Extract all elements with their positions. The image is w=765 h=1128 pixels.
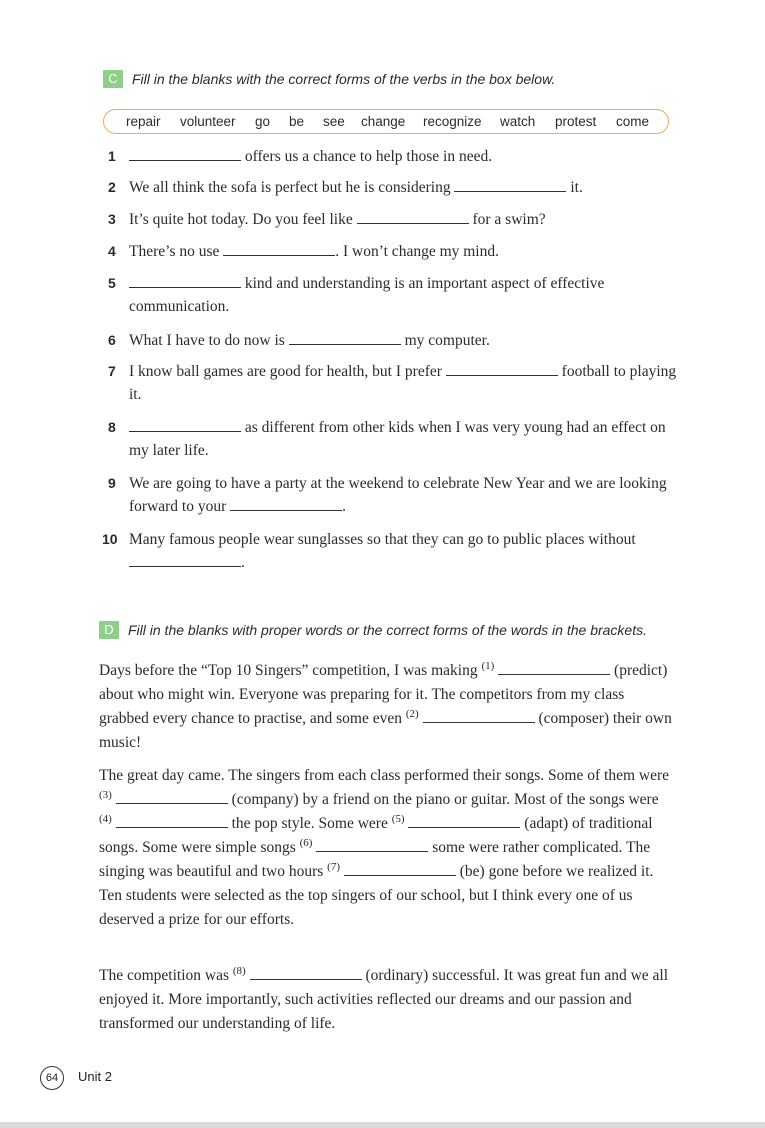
answer-blank[interactable] [316, 837, 428, 852]
exercise-item [108, 416, 678, 462]
answer-blank[interactable] [446, 361, 558, 376]
passage-paragraph-2 [99, 764, 675, 932]
item-text: What I have to do now is [129, 332, 289, 349]
item-number: 8 [108, 419, 116, 435]
item-text: We are going to have a party at the weekend to celebrate New Year and we are looking forward to your [129, 475, 667, 515]
answer-blank[interactable] [289, 330, 401, 345]
item-number: 6 [108, 332, 116, 348]
item-text: as different from other kids when I was very young had an effect on my later life. [129, 419, 666, 459]
page-number-badge: 64 [40, 1066, 64, 1090]
passage-paragraph-1 [99, 659, 675, 755]
item-text: kind and understanding is an important aspect of effective communication. [129, 275, 605, 315]
exercise-item [108, 176, 678, 199]
item-text: . [342, 498, 347, 515]
blank-number: (7) [327, 860, 340, 873]
passage-paragraph-3 [99, 964, 675, 1036]
answer-blank[interactable] [230, 496, 342, 511]
answer-blank[interactable] [129, 417, 241, 432]
word-box-word: repair [126, 114, 161, 129]
item-text: . I won’t change my mind. [335, 243, 499, 260]
answer-blank[interactable] [344, 861, 456, 876]
answer-blank[interactable] [423, 708, 535, 723]
section-c-letter-badge: C [103, 70, 123, 88]
word-box-word: see [323, 114, 345, 129]
item-number: 7 [108, 363, 116, 379]
answer-blank[interactable] [408, 813, 520, 828]
item-text: football to playing it. [129, 363, 677, 403]
section-d-instruction: Fill in the blanks with proper words or the correct forms of the words in the brackets. [128, 622, 647, 638]
word-box-word: protest [555, 114, 597, 129]
section-d-letter-badge: D [99, 621, 119, 639]
exercise-item [108, 329, 678, 352]
passage-text: (ordinary) successful. It was great fun and we all enjoyed it. More importantly, such activities reflected our dreams and our passion and transformed our understanding of life. [99, 967, 669, 1032]
answer-blank[interactable] [454, 177, 566, 192]
blank-number: (6) [299, 836, 313, 849]
word-box-word: go [255, 114, 271, 129]
page-bottom-edge [0, 1122, 765, 1128]
section-d-heading [99, 621, 647, 639]
unit-label: Unit 2 [78, 1069, 112, 1084]
item-text: . [241, 554, 245, 571]
exercise-item [108, 145, 678, 168]
word-box-word: recognize [423, 114, 482, 129]
passage-text: (be) gone before we realized it. Ten students were selected as the top singers of our school, but I think every one of us deserved a prize for our efforts. [99, 863, 654, 928]
passage-text: The competition was [99, 967, 233, 984]
item-text: I know ball games are good for health, but I prefer [129, 363, 446, 380]
word-box-word: change [361, 114, 406, 129]
item-text: It’s quite hot today. Do you feel like [129, 211, 357, 228]
word-box-word: volunteer [180, 114, 236, 129]
item-text: it. [566, 179, 583, 196]
item-number: 3 [108, 211, 116, 227]
exercise-item [102, 528, 678, 574]
answer-blank[interactable] [357, 209, 469, 224]
answer-blank[interactable] [129, 146, 241, 161]
item-number: 2 [108, 179, 116, 195]
word-box-word: be [289, 114, 305, 129]
passage-text: The great day came. The singers from each class performed their songs. Some of them were [99, 767, 669, 784]
exercise-item [108, 240, 678, 263]
answer-blank[interactable] [223, 241, 335, 256]
exercise-item [108, 472, 678, 518]
passage-text: the pop style. Some were [227, 815, 392, 832]
item-text: for a swim? [468, 211, 546, 228]
item-text: my computer. [400, 332, 490, 349]
exercise-item [108, 272, 678, 318]
section-c-heading [103, 70, 555, 88]
blank-number: (8) [232, 964, 246, 977]
passage-text: (company) by a friend on the piano or guitar. Most of the songs were [227, 791, 659, 808]
item-number: 1 [108, 148, 116, 164]
blank-number: (1) [481, 659, 495, 672]
answer-blank[interactable] [116, 789, 228, 804]
item-number: 5 [108, 275, 116, 291]
answer-blank[interactable] [116, 813, 228, 828]
item-number: 10 [102, 531, 118, 547]
item-text: There’s no use [129, 243, 224, 260]
answer-blank[interactable] [498, 660, 610, 675]
item-text: Many famous people wear sunglasses so that they can go to public places without [129, 531, 636, 548]
verb-word-box [103, 109, 669, 134]
section-c-instruction: Fill in the blanks with the correct forms of the verbs in the box below. [132, 71, 556, 87]
blank-number: (4) [99, 812, 112, 825]
exercise-item [108, 208, 678, 231]
passage-text: (composer) their own music! [99, 710, 672, 751]
passage-text: (predict) about who might win. Everyone was preparing for it. The competitors from my class grabbed every chance to practise, and some even [99, 662, 668, 727]
item-text: We all think the sofa is perfect but he is considering [129, 179, 455, 196]
passage-text: (adapt) of traditional songs. Some were simple songs [99, 815, 653, 856]
item-number: 9 [108, 475, 116, 491]
answer-blank[interactable] [129, 273, 241, 288]
blank-number: (3) [99, 788, 112, 801]
passage-text: Days before the “Top 10 Singers” competition, I was making [99, 662, 482, 679]
blank-number: (5) [391, 812, 405, 825]
answer-blank[interactable] [129, 552, 241, 567]
word-box-word: come [616, 114, 650, 129]
exercise-item [108, 360, 678, 406]
item-text: offers us a chance to help those in need. [241, 148, 493, 165]
answer-blank[interactable] [250, 965, 362, 980]
word-box-word: watch [500, 114, 536, 129]
blank-number: (2) [405, 707, 419, 720]
item-number: 4 [108, 243, 116, 259]
passage-text: some were rather complicated. The singing was beautiful and two hours [99, 839, 651, 880]
